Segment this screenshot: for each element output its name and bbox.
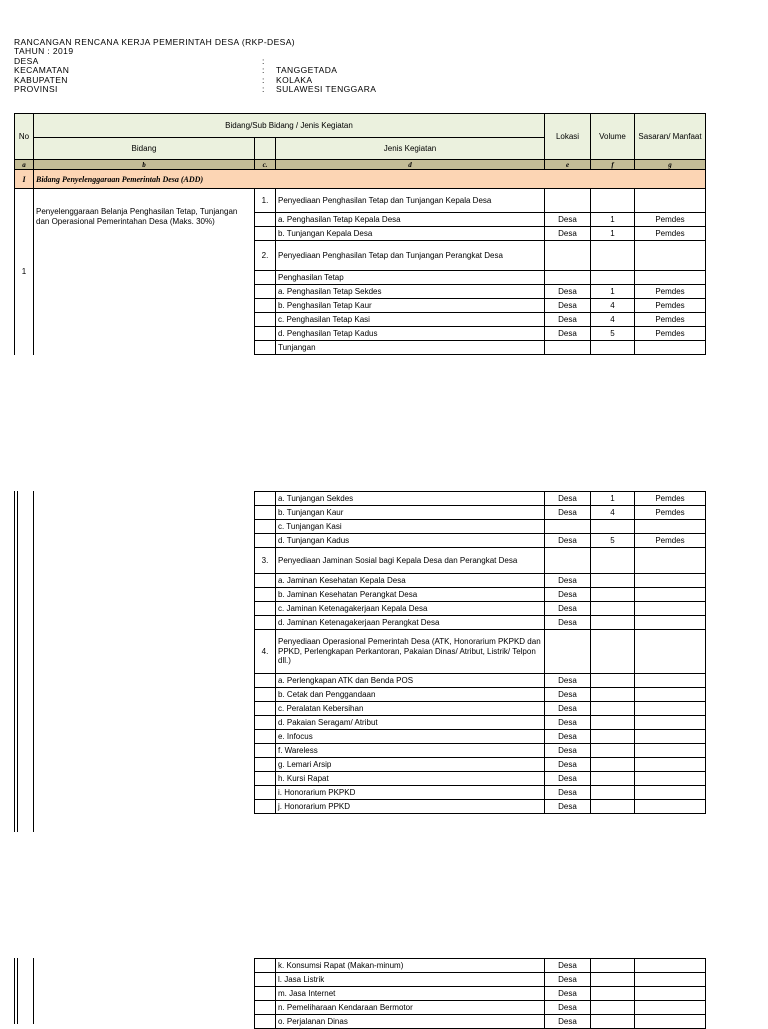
sasaran-cell [635,588,706,602]
lokasi-cell: Desa [545,772,591,786]
activity-number [255,616,276,630]
table-row [15,189,706,213]
volume-cell [591,758,635,772]
section-title: Bidang Penyelenggaraan Pemerintah Desa (ADD) [34,170,706,189]
lokasi-cell [545,548,591,574]
sasaran-cell: Pemdes [635,299,706,313]
volume-cell [591,716,635,730]
activity-number: 4. [255,630,276,674]
volume-cell [591,973,635,987]
activity-number [255,973,276,987]
activity-name: j. Honorarium PPKD [276,800,545,814]
activity-name: i. Honorarium PKPKD [276,786,545,800]
activity-name: d. Pakaian Seragam/ Atribut [276,716,545,730]
lokasi-cell: Desa [545,702,591,716]
activity-name: l. Jasa Listrik [276,973,545,987]
lokasi-cell: Desa [545,227,591,241]
column-letter-row [15,160,706,170]
activity-number [255,506,276,520]
sasaran-cell [635,688,706,702]
volume-cell: 4 [591,299,635,313]
activity-name: c. Jaminan Ketenagakerjaan Kepala Desa [276,602,545,616]
sasaran-cell [635,973,706,987]
lokasi-cell: Desa [545,987,591,1001]
column-letter: g [635,160,706,170]
page-3-left-border [14,958,15,1024]
sasaran-cell [635,702,706,716]
volume-cell [591,616,635,630]
page-2-left-border [33,491,34,832]
sasaran-cell [635,602,706,616]
sasaran-cell [635,574,706,588]
col-header-lokasi: Lokasi [545,114,591,160]
page-3-left-border [17,958,18,1024]
sasaran-cell [635,189,706,213]
field-label: PROVINSI [14,83,58,94]
table-row [255,630,706,674]
sasaran-cell [635,241,706,271]
sasaran-cell [635,548,706,574]
activity-name: Penghasilan Tetap [276,271,545,285]
field-value: KOLAKA [276,74,313,85]
lokasi-cell: Desa [545,313,591,327]
volume-cell [591,574,635,588]
page-2-left-border [17,491,18,832]
table-row [255,758,706,772]
activity-number [255,688,276,702]
rkp-table-page-2 [254,491,706,814]
activity-number [255,213,276,227]
sasaran-cell: Pemdes [635,285,706,299]
table-row [255,1001,706,1015]
table-row [255,973,706,987]
lokasi-cell: Desa [545,973,591,987]
table-row [255,959,706,973]
col-header-volume: Volume [591,114,635,160]
activity-name: d. Tunjangan Kadus [276,534,545,548]
table-row [255,800,706,814]
column-letter: a [15,160,34,170]
activity-number [255,758,276,772]
table-row [255,730,706,744]
activity-name: h. Kursi Rapat [276,772,545,786]
activity-name: a. Perlengkapan ATK dan Benda POS [276,674,545,688]
volume-cell [591,744,635,758]
sasaran-cell [635,744,706,758]
lokasi-cell: Desa [545,730,591,744]
activity-name: n. Pemeliharaan Kendaraan Bermotor [276,1001,545,1015]
column-letter: d [276,160,545,170]
activity-number [255,588,276,602]
lokasi-cell: Desa [545,744,591,758]
table-row [255,772,706,786]
activity-number: 3. [255,548,276,574]
activity-name: b. Tunjangan Kepala Desa [276,227,545,241]
lokasi-cell: Desa [545,588,591,602]
table-row [255,674,706,688]
activity-number [255,520,276,534]
activity-number [255,285,276,299]
activity-number [255,786,276,800]
sasaran-cell [635,959,706,973]
field-provinsi: PROVINSI : SULAWESI TENGGARA [14,83,377,94]
lokasi-cell: Desa [545,1015,591,1029]
activity-number [255,716,276,730]
lokasi-cell: Desa [545,1001,591,1015]
sasaran-cell [635,716,706,730]
col-header-blank [255,138,276,160]
activity-number [255,271,276,285]
sasaran-cell: Pemdes [635,492,706,506]
table-row [255,506,706,520]
volume-cell [591,1001,635,1015]
sasaran-cell: Pemdes [635,313,706,327]
document-title: RANCANGAN RENCANA KERJA PEMERINTAH DESA (RKP-DESA) [14,37,296,47]
sasaran-cell [635,987,706,1001]
sasaran-cell [635,758,706,772]
table-row [255,702,706,716]
table-row [255,492,706,506]
sasaran-cell [635,1001,706,1015]
lokasi-cell [545,341,591,355]
table-row [255,786,706,800]
activity-name: Penyediaan Penghasilan Tetap dan Tunjangan Perangkat Desa [276,241,545,271]
lokasi-cell [545,520,591,534]
lokasi-cell: Desa [545,716,591,730]
volume-cell: 5 [591,534,635,548]
activity-number [255,299,276,313]
activity-name: d. Penghasilan Tetap Kadus [276,327,545,341]
volume-cell [591,987,635,1001]
sasaran-cell [635,730,706,744]
activity-name: Tunjangan [276,341,545,355]
lokasi-cell: Desa [545,492,591,506]
volume-cell [591,271,635,285]
volume-cell: 4 [591,313,635,327]
sasaran-cell [635,786,706,800]
lokasi-cell [545,271,591,285]
lokasi-cell: Desa [545,758,591,772]
table-row [255,1015,706,1029]
sasaran-cell [635,630,706,674]
document-year: TAHUN : 2019 [14,46,74,57]
activity-number [255,800,276,814]
activity-name: f. Wareless [276,744,545,758]
activity-number [255,313,276,327]
activity-number [255,574,276,588]
sasaran-cell [635,800,706,814]
activity-name: Penyediaan Jaminan Sosial bagi Kepala Desa dan Perangkat Desa [276,548,545,574]
lokasi-cell: Desa [545,285,591,299]
lokasi-cell: Desa [545,800,591,814]
volume-cell [591,786,635,800]
sasaran-cell: Pemdes [635,227,706,241]
activity-number [255,492,276,506]
volume-cell: 1 [591,213,635,227]
activity-name: a. Tunjangan Sekdes [276,492,545,506]
activity-name: Penyediaan Operasional Pemerintah Desa (ATK, Honorarium PKPKD dan PPKD, Perlengkapan Perkantoran, Pakaian Dinas/ Atribut, Listrik/ Telpon dll.) [276,630,545,674]
table-row [255,987,706,1001]
lokasi-cell: Desa [545,616,591,630]
volume-cell: 1 [591,285,635,299]
lokasi-cell: Desa [545,688,591,702]
activity-number [255,987,276,1001]
volume-cell [591,688,635,702]
col-header-sasaran: Sasaran/ Manfaat [635,114,706,160]
lokasi-cell: Desa [545,602,591,616]
lokasi-cell: Desa [545,327,591,341]
page-3-left-border [33,958,34,1024]
section-row [15,170,706,189]
activity-number [255,702,276,716]
column-letter: b [34,160,255,170]
rkp-table-page-1 [14,113,706,355]
volume-cell: 4 [591,506,635,520]
table-row [255,688,706,702]
volume-cell [591,588,635,602]
document-header [14,38,376,94]
table-row [255,574,706,588]
activity-name: a. Jaminan Kesehatan Kepala Desa [276,574,545,588]
field-label: KABUPATEN [14,74,68,85]
lokasi-cell: Desa [545,574,591,588]
activity-number [255,602,276,616]
table-row [255,588,706,602]
volume-cell: 5 [591,327,635,341]
col-header-jenis: Jenis Kegiatan [276,138,545,160]
volume-cell [591,959,635,973]
table-row [255,520,706,534]
sasaran-cell [635,520,706,534]
activity-number [255,227,276,241]
activity-name: b. Tunjangan Kaur [276,506,545,520]
activity-name: o. Perjalanan Dinas [276,1015,545,1029]
sasaran-cell: Pemdes [635,534,706,548]
lokasi-cell [545,189,591,213]
sasaran-cell: Pemdes [635,213,706,227]
lokasi-cell: Desa [545,534,591,548]
lokasi-cell [545,241,591,271]
lokasi-cell: Desa [545,674,591,688]
col-header-bidang: Bidang [34,138,255,160]
field-desa: DESA : [14,55,265,66]
column-letter: c. [255,160,276,170]
volume-cell: 1 [591,492,635,506]
table-row [255,534,706,548]
sasaran-cell [635,1015,706,1029]
lokasi-cell: Desa [545,506,591,520]
activity-name: a. Penghasilan Tetap Kepala Desa [276,213,545,227]
field-value: TANGGETADA [276,65,338,76]
volume-cell [591,772,635,786]
sasaran-cell [635,616,706,630]
activity-name: b. Cetak dan Penggandaan [276,688,545,702]
volume-cell [591,630,635,674]
activity-number: 1. [255,189,276,213]
activity-name: c. Peralatan Kebersihan [276,702,545,716]
volume-cell [591,1015,635,1029]
activity-number [255,744,276,758]
activity-name: e. Infocus [276,730,545,744]
item-bidang: Penyelenggaraan Belanja Penghasilan Tetap, Tunjangan dan Operasional Pemerintahan Desa (Maks. 30%) [34,189,255,355]
activity-name: c. Penghasilan Tetap Kasi [276,313,545,327]
activity-name: d. Jaminan Ketenagakerjaan Perangkat Desa [276,616,545,630]
field-label: DESA [14,55,39,66]
activity-number [255,534,276,548]
sasaran-cell [635,271,706,285]
volume-cell [591,702,635,716]
volume-cell: 1 [591,227,635,241]
volume-cell [591,189,635,213]
table-row [255,548,706,574]
volume-cell [591,730,635,744]
activity-number [255,730,276,744]
column-letter: e [545,160,591,170]
lokasi-cell: Desa [545,959,591,973]
section-number: I [15,170,34,189]
sasaran-cell [635,674,706,688]
activity-name: g. Lemari Arsip [276,758,545,772]
table-row [255,616,706,630]
lokasi-cell: Desa [545,299,591,313]
lokasi-cell [545,630,591,674]
item-number: 1 [15,189,34,355]
activity-number: 2. [255,241,276,271]
volume-cell [591,602,635,616]
lokasi-cell: Desa [545,213,591,227]
activity-name: c. Tunjangan Kasi [276,520,545,534]
sasaran-cell: Pemdes [635,506,706,520]
activity-name: a. Penghasilan Tetap Sekdes [276,285,545,299]
volume-cell [591,341,635,355]
activity-name: k. Konsumsi Rapat (Makan-minum) [276,959,545,973]
activity-number [255,959,276,973]
sasaran-cell [635,341,706,355]
rkp-table-page-3 [254,958,706,1029]
col-header-group: Bidang/Sub Bidang / Jenis Kegiatan [34,114,545,138]
activity-name: b. Penghasilan Tetap Kaur [276,299,545,313]
activity-name: m. Jasa Internet [276,987,545,1001]
table-row [255,744,706,758]
lokasi-cell: Desa [545,786,591,800]
table-row [255,602,706,616]
table-row [255,716,706,730]
field-label: KECAMATAN [14,65,70,76]
volume-cell [591,241,635,271]
volume-cell [591,674,635,688]
activity-number [255,772,276,786]
volume-cell [591,800,635,814]
field-value: SULAWESI TENGGARA [276,83,377,94]
page-2-left-border [14,491,15,832]
activity-number [255,327,276,341]
sasaran-cell: Pemdes [635,327,706,341]
volume-cell [591,520,635,534]
col-header-no: No [15,114,34,160]
sasaran-cell [635,772,706,786]
activity-name: Penyediaan Penghasilan Tetap dan Tunjangan Kepala Desa [276,189,545,213]
volume-cell [591,548,635,574]
field-kecamatan: KECAMATAN : TANGGETADA [14,65,338,76]
activity-number [255,1001,276,1015]
field-kabupaten: KABUPATEN : KOLAKA [14,74,313,85]
activity-number [255,674,276,688]
activity-name: b. Jaminan Kesehatan Perangkat Desa [276,588,545,602]
activity-number [255,341,276,355]
activity-number [255,1015,276,1029]
column-letter: f [591,160,635,170]
